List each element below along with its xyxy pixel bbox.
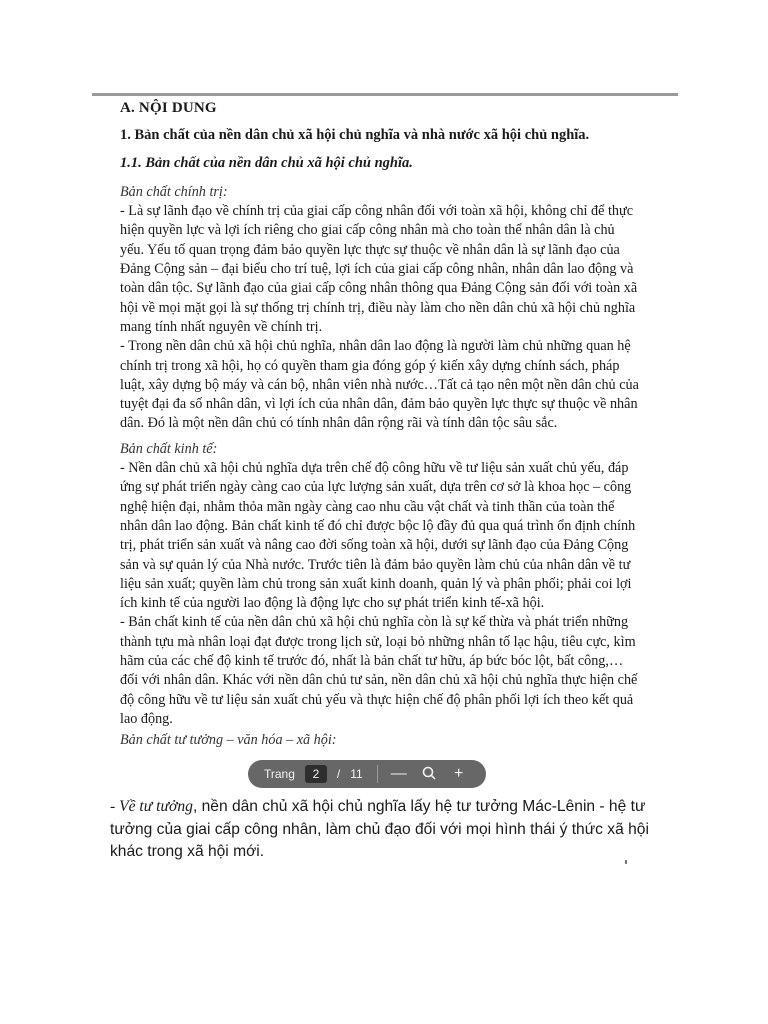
top-rule	[92, 93, 678, 96]
political-paragraph-1: - Là sự lãnh đạo về chính trị của giai cấp công nhân đối với toàn xã hội, không chỉ để thực hiện quyền lực và lợi ích riêng cho giai cấp công nhân mà cho toàn thể nhân dân là chủ yếu. Yếu tố quan trọng đảm bảo quyền lực thực sự thuộc về nhân dân là sự lãnh đạo của Đảng Cộng sản – đại biểu cho trí tuệ, lợi ích của giai cấp công nhân, nhân dân lao động và toàn dân tộc. Sự lãnh đạo của giai cấp công nhân thông qua Đảng Cộng sản đối với toàn xã hội về mọi mặt gọi là sự thống trị chính trị, điều này làm cho nền dân chủ xã hội chủ nghĩa mang tính nhất nguyên về chính trị.	[120, 203, 638, 335]
page-number-input[interactable]: 2	[305, 765, 327, 783]
political-subtitle: Bản chất chính trị:	[120, 183, 228, 200]
scan-mark	[625, 860, 627, 864]
zoom-icon[interactable]	[420, 765, 438, 783]
document-page	[120, 99, 640, 751]
lower-lead-emphasis: - Về tư tưởng	[110, 798, 193, 815]
zoom-in-button[interactable]: +	[454, 765, 464, 782]
lower-text: , nền dân chủ xã hội chủ nghĩa lấy hệ tư tưởng Mác-Lênin - hệ tư tưởng của giai cấp công nhân, làm chủ đạo đối với mọi hình thái ý thức xã hội khác trong xã hội mới.	[110, 798, 649, 860]
heading-1-1: 1.1. Bản chất của nền dân chủ xã hội chủ nghĩa.	[120, 154, 413, 171]
toolbar-divider	[377, 765, 378, 783]
economic-subtitle: Bản chất kinh tế:	[120, 440, 218, 457]
heading-a: A. NỘI DUNG	[120, 100, 217, 116]
economic-paragraph-1: - Nền dân chủ xã hội chủ nghĩa dựa trên chế độ công hữu về tư liệu sản xuất chủ yếu, đáp ứng sự phát triển ngày càng cao của lực lượng sản xuất, dựa trên cơ sở là khoa học – công nghệ hiện đại, nhằm thỏa mãn ngày càng cao nhu cầu vật chất và tinh thần của toàn thể nhân dân lao động. Bản chất kinh tế đó chỉ được bộc lộ đầy đủ qua quá trình ổn định chính trị, phát triển sản xuất và nâng cao đời sống toàn xã hội, dưới sự lãnh đạo của Đảng Cộng sản và sự quản lý của Nhà nước. Trước tiên là đảm bảo quyền làm chủ của nhân dân về tư liệu sản xuất; quyền làm chủ trong sản xuất kinh doanh, quản lý và phân phối; phải coi lợi ích kinh tế của người lao động là động lực cho sự phát triển kinh tế-xã hội.	[120, 460, 636, 612]
lower-paragraph	[110, 796, 650, 864]
ideology-subtitle: Bản chất tư tưởng – văn hóa – xã hội:	[120, 732, 337, 749]
heading-1: 1. Bản chất của nền dân chủ xã hội chủ nghĩa và nhà nước xã hội chủ nghĩa.	[120, 127, 590, 144]
page-label: Trang	[264, 767, 295, 781]
zoom-reset-icon	[421, 765, 437, 781]
page-separator: /	[336, 767, 341, 781]
economic-paragraph-2: - Bản chất kinh tế của nền dân chủ xã hội chủ nghĩa còn là sự kế thừa và phát triển những thành tựu mà nhân loại đạt được trong lịch sử, loại bỏ những nhân tố lạc hậu, tiêu cực, kìm hãm của các chế độ kinh tế trước đó, nhất là bản chất tư hữu, áp bức bóc lột, bất công,… đối với nhân dân. Khác với nền dân chủ tư sản, nền dân chủ xã hội chủ nghĩa thực hiện chế độ công hữu về tư liệu sản xuất chủ yếu và thực hiện chế độ phân phối lợi ích theo kết quả lao động.	[120, 614, 638, 727]
political-paragraph-2: - Trong nền dân chủ xã hội chủ nghĩa, nhân dân lao động là người làm chủ những quan hệ chính trị trong xã hội, họ có quyền tham gia đóng góp ý kiến xây dựng chính sách, pháp luật, xây dựng bộ máy và cán bộ, nhân viên nhà nước…Tất cả tạo nên một nền dân chủ của tuyệt đại đa số nhân dân, vì lợi ích của nhân dân, đảm bảo quyền lực thực sự thuộc về nhân dân. Đó là một nền dân chủ có tính nhân dân rộng rãi và tính dân tộc sâu sắc.	[120, 338, 639, 432]
page-toolbar	[248, 760, 486, 788]
total-pages: 11	[350, 767, 363, 781]
zoom-out-button[interactable]: —	[390, 765, 407, 782]
